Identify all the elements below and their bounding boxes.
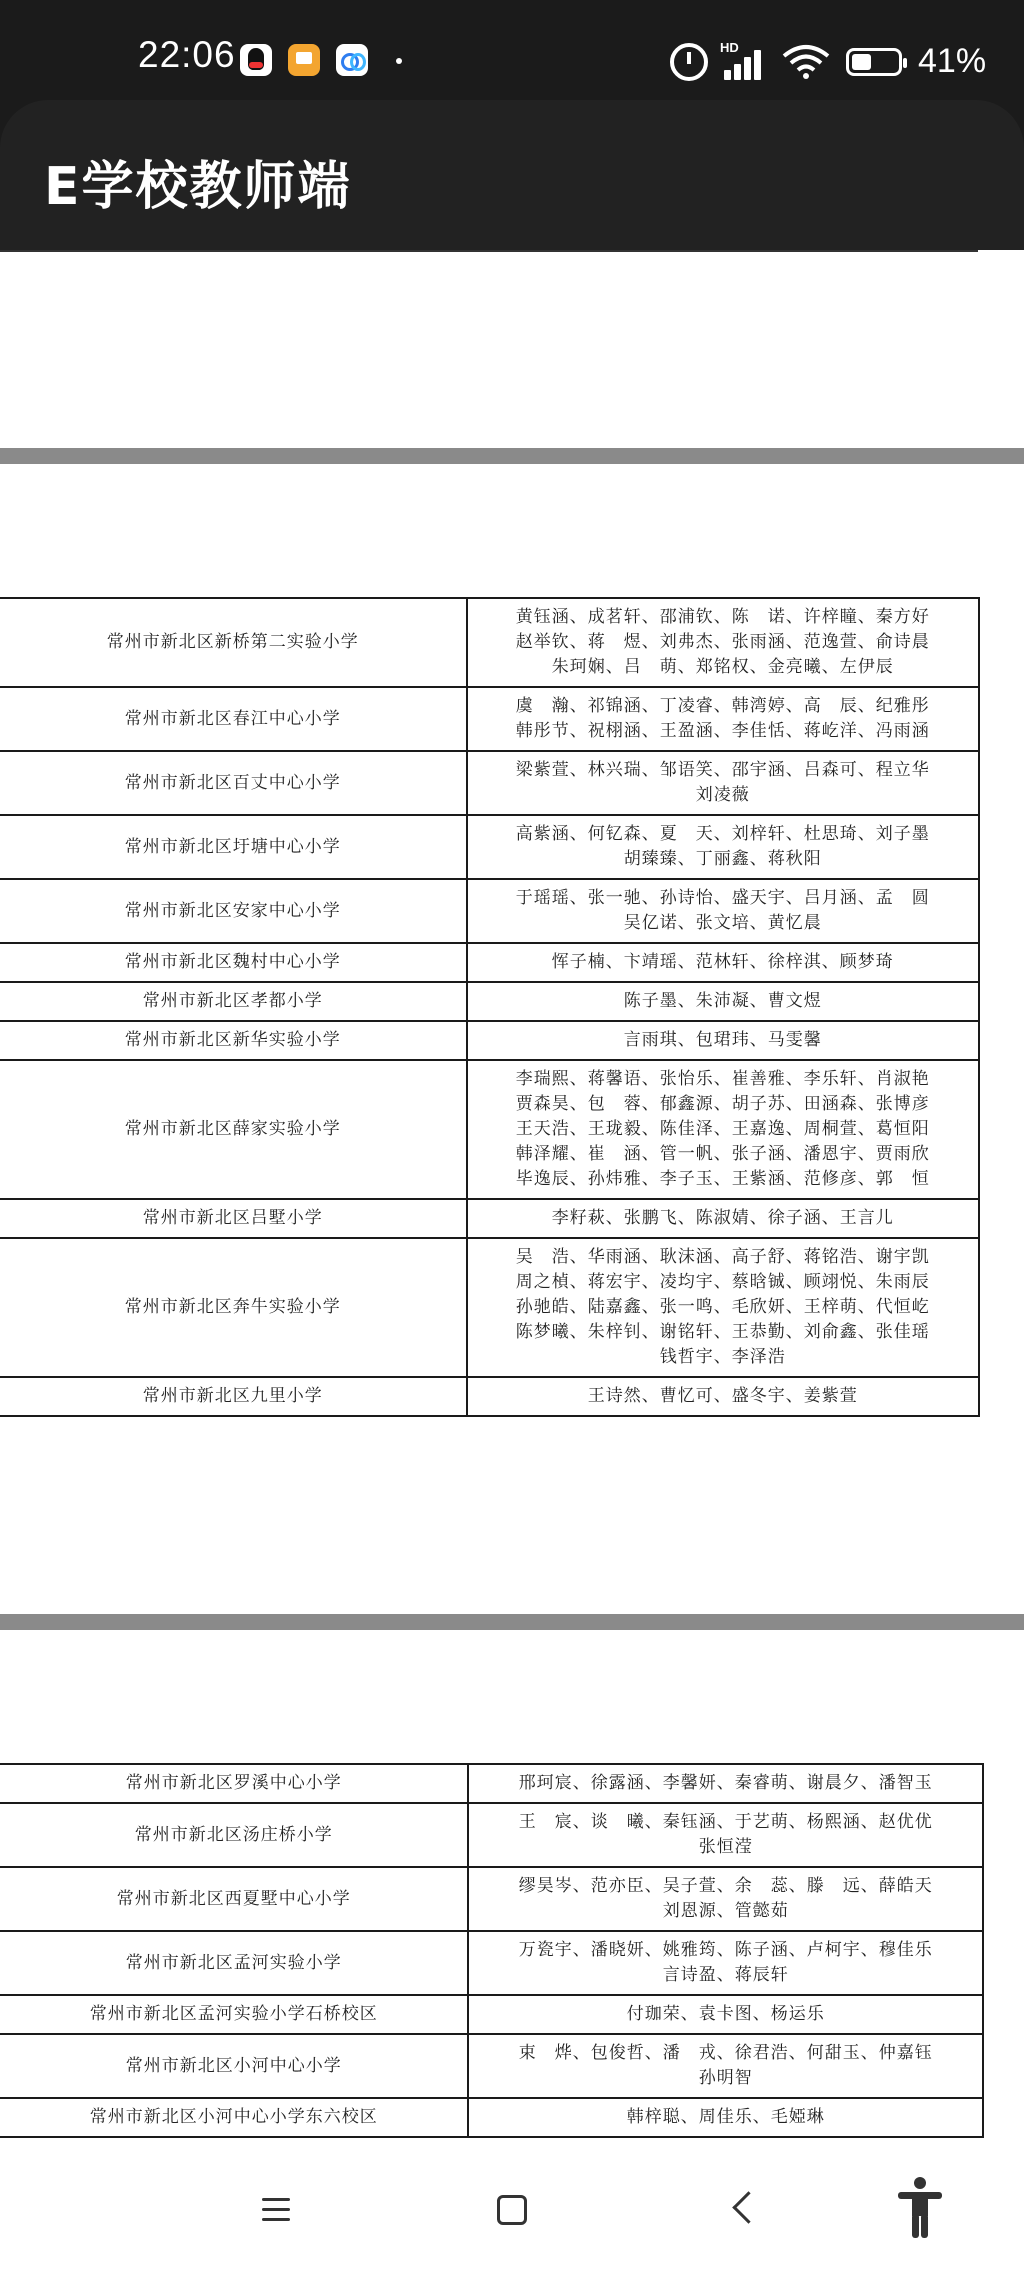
student-names-line: 高紫涵、何钇森、夏 天、刘梓轩、杜思琦、刘子墨 (515, 824, 930, 844)
table-row (0, 879, 979, 943)
school-name: 常州市新北区魏村中心小学 (0, 943, 467, 982)
student-names-line: 虞 瀚、祁锦涵、丁凌睿、韩湾婷、高 辰、纪雅彤 (515, 696, 930, 716)
school-name: 常州市新北区孝都小学 (0, 982, 467, 1021)
student-names-line: 言诗盈、蒋辰轩 (662, 1965, 789, 1985)
student-names-line: 孙明智 (698, 2068, 753, 2088)
back-icon[interactable] (732, 2191, 765, 2224)
student-names-line: 缪昊岑、范亦臣、吴子萱、余 蕊、滕 远、薛皓天 (518, 1876, 933, 1896)
network-type-label: HD (720, 40, 739, 55)
student-names (467, 879, 979, 943)
table-row (0, 815, 979, 879)
student-names-line: 恽子楠、卞靖瑶、范林轩、徐梓淇、顾梦琦 (551, 952, 894, 972)
school-name: 常州市新北区圩塘中心小学 (0, 815, 467, 879)
school-name: 常州市新北区新桥第二实验小学 (0, 598, 467, 687)
table-row (0, 982, 979, 1021)
student-names-line: 韩彤节、祝栩涵、王盈涵、李佳恬、蒋屹洋、冯雨涵 (515, 721, 930, 741)
student-names-line: 李籽萩、张鹏飞、陈淑婧、徐子涵、王言儿 (551, 1208, 894, 1228)
student-names (468, 1764, 983, 1803)
student-names-line: 束 烨、包俊哲、潘 戎、徐君浩、何甜玉、仲嘉钰 (518, 2043, 933, 2063)
table-row (0, 1995, 983, 2034)
student-names (467, 982, 979, 1021)
school-name: 常州市新北区九里小学 (0, 1377, 467, 1416)
table-row (0, 1238, 979, 1377)
student-names-line: 万瓷宇、潘晓妍、姚雅筠、陈子涵、卢柯宇、穆佳乐 (518, 1940, 933, 1960)
student-names-line: 吴 浩、华雨涵、耿沫涵、高子舒、蒋铭浩、谢宇凯 (515, 1247, 930, 1267)
student-names (468, 2034, 983, 2098)
student-names-line: 毕逸辰、孙炜雅、李子玉、王紫涵、范修彦、郭 恒 (515, 1169, 930, 1189)
student-names-line: 韩泽耀、崔 涵、管一帆、张子涵、潘恩宇、贾雨欣 (515, 1144, 930, 1164)
student-names-line: 吴亿诺、张文培、黄忆晨 (623, 913, 822, 933)
school-name: 常州市新北区奔牛实验小学 (0, 1238, 467, 1377)
student-names-line: 韩梓聪、周佳乐、毛婭琳 (626, 2107, 825, 2127)
student-names (468, 1803, 983, 1867)
table-row (0, 1060, 979, 1199)
table-row (0, 1764, 983, 1803)
table-row (0, 598, 979, 687)
school-name: 常州市新北区春江中心小学 (0, 687, 467, 751)
student-names (467, 598, 979, 687)
student-names-line: 王诗然、曹忆可、盛冬宇、姜紫萱 (587, 1386, 858, 1406)
table-row (0, 1867, 983, 1931)
school-name: 常州市新北区孟河实验小学石桥校区 (0, 1995, 468, 2034)
student-names-line: 朱珂娴、吕 萌、郑铭权、金亮曦、左伊辰 (551, 657, 894, 677)
student-names (467, 1060, 979, 1199)
student-names-line: 黄钰涵、成茗轩、邵浦钦、陈 诺、许梓瞳、秦方好 (515, 607, 930, 627)
document-page (0, 250, 1024, 450)
document-viewer[interactable] (0, 250, 1024, 2148)
home-icon[interactable] (497, 2195, 527, 2225)
table-row (0, 1021, 979, 1060)
roster-table (0, 597, 980, 1417)
page-separator (0, 1614, 1024, 1630)
battery-icon (846, 48, 902, 76)
student-names (468, 2098, 983, 2137)
app-title: E学校教师端 (44, 157, 352, 217)
student-names (467, 815, 979, 879)
student-names-line: 梁紫萱、林兴瑞、邹语笑、邵宇涵、吕森可、程立华 (515, 760, 930, 780)
school-name: 常州市新北区西夏墅中心小学 (0, 1867, 468, 1931)
school-name: 常州市新北区新华实验小学 (0, 1021, 467, 1060)
table-row (0, 1199, 979, 1238)
student-names-line: 胡臻臻、丁丽鑫、蒋秋阳 (623, 849, 822, 869)
menu-icon[interactable] (262, 2198, 290, 2222)
school-name: 常州市新北区薛家实验小学 (0, 1060, 467, 1199)
student-names-line: 钱哲宇、李泽浩 (659, 1347, 786, 1367)
status-time: 22:06 (138, 34, 236, 75)
student-names-line: 言雨琪、包珺玮、马雯馨 (623, 1030, 822, 1050)
accessibility-icon[interactable] (892, 2176, 948, 2240)
top-area (0, 0, 1024, 250)
table-row (0, 2034, 983, 2098)
student-names-line: 于瑶瑶、张一驰、孙诗怡、盛天宇、吕月涵、孟 圆 (515, 888, 930, 908)
page-separator (0, 448, 1024, 464)
student-names-line: 刘凌薇 (695, 785, 750, 805)
table-row (0, 751, 979, 815)
more-notifications-dot (396, 58, 402, 64)
school-name: 常州市新北区小河中心小学东六校区 (0, 2098, 468, 2137)
student-names-line: 邢珂宸、徐露涵、李馨妍、秦睿萌、谢晨夕、潘智玉 (518, 1773, 933, 1793)
student-names (467, 751, 979, 815)
student-names (467, 1377, 979, 1416)
student-names-line: 王天浩、王珑毅、陈佳泽、王嘉逸、周桐萱、葛恒阳 (515, 1119, 930, 1139)
school-name: 常州市新北区孟河实验小学 (0, 1931, 468, 1995)
student-names-line: 付珈荣、袁卡图、杨运乐 (626, 2004, 825, 2024)
table-row (0, 943, 979, 982)
student-names-line: 贾森昊、包 蓉、郁鑫源、胡子苏、田涵森、张博彦 (515, 1094, 930, 1114)
status-bar (0, 0, 1024, 100)
app-header (0, 100, 1024, 250)
school-name: 常州市新北区罗溪中心小学 (0, 1764, 468, 1803)
student-names-line: 陈梦曦、朱梓钊、谢铭轩、王恭勤、刘俞鑫、张佳瑶 (515, 1322, 930, 1342)
school-name: 常州市新北区安家中心小学 (0, 879, 467, 943)
student-names-line: 刘恩源、管懿茹 (662, 1901, 789, 1921)
student-names (467, 1238, 979, 1377)
student-names (468, 1995, 983, 2034)
qq-notification-icon (240, 44, 272, 76)
school-name: 常州市新北区小河中心小学 (0, 2034, 468, 2098)
wifi-icon (782, 44, 830, 80)
student-names (467, 687, 979, 751)
school-name: 常州市新北区吕墅小学 (0, 1199, 467, 1238)
student-names (468, 1867, 983, 1931)
student-names-line: 张恒滢 (698, 1837, 753, 1857)
student-names (467, 1199, 979, 1238)
table-row (0, 2098, 983, 2137)
student-names (467, 943, 979, 982)
signal-icon (722, 48, 770, 80)
table-row (0, 1931, 983, 1995)
cloud-notification-icon (336, 44, 368, 76)
alarm-icon (670, 43, 708, 81)
student-names-line: 李瑞熙、蒋馨语、张怡乐、崔善雅、李乐轩、肖淑艳 (515, 1069, 930, 1089)
student-names-line: 王 宸、谈 曦、秦钰涵、于艺萌、杨熙涵、赵优优 (518, 1812, 933, 1832)
roster-table (0, 1763, 984, 2138)
student-names-line: 周之楨、蒋宏宇、凌均宇、蔡晗铖、顾翊悦、朱雨辰 (515, 1272, 930, 1292)
table-row (0, 1377, 979, 1416)
student-names-line: 陈子墨、朱沛凝、曹文煜 (623, 991, 822, 1011)
message-notification-icon (288, 44, 320, 76)
table-row (0, 687, 979, 751)
student-names-line: 孙驰皓、陆嘉鑫、张一鸣、毛欣妍、王梓萌、代恒屹 (515, 1297, 930, 1317)
school-name: 常州市新北区汤庄桥小学 (0, 1803, 468, 1867)
student-names-line: 赵举钦、蒋 煜、刘弗杰、张雨涵、范逸萱、俞诗晨 (515, 632, 930, 652)
student-names (468, 1931, 983, 1995)
table-row (0, 1803, 983, 1867)
battery-percent: 41% (918, 42, 987, 80)
student-names (467, 1021, 979, 1060)
school-name: 常州市新北区百丈中心小学 (0, 751, 467, 815)
navigation-bar (0, 2148, 1024, 2275)
